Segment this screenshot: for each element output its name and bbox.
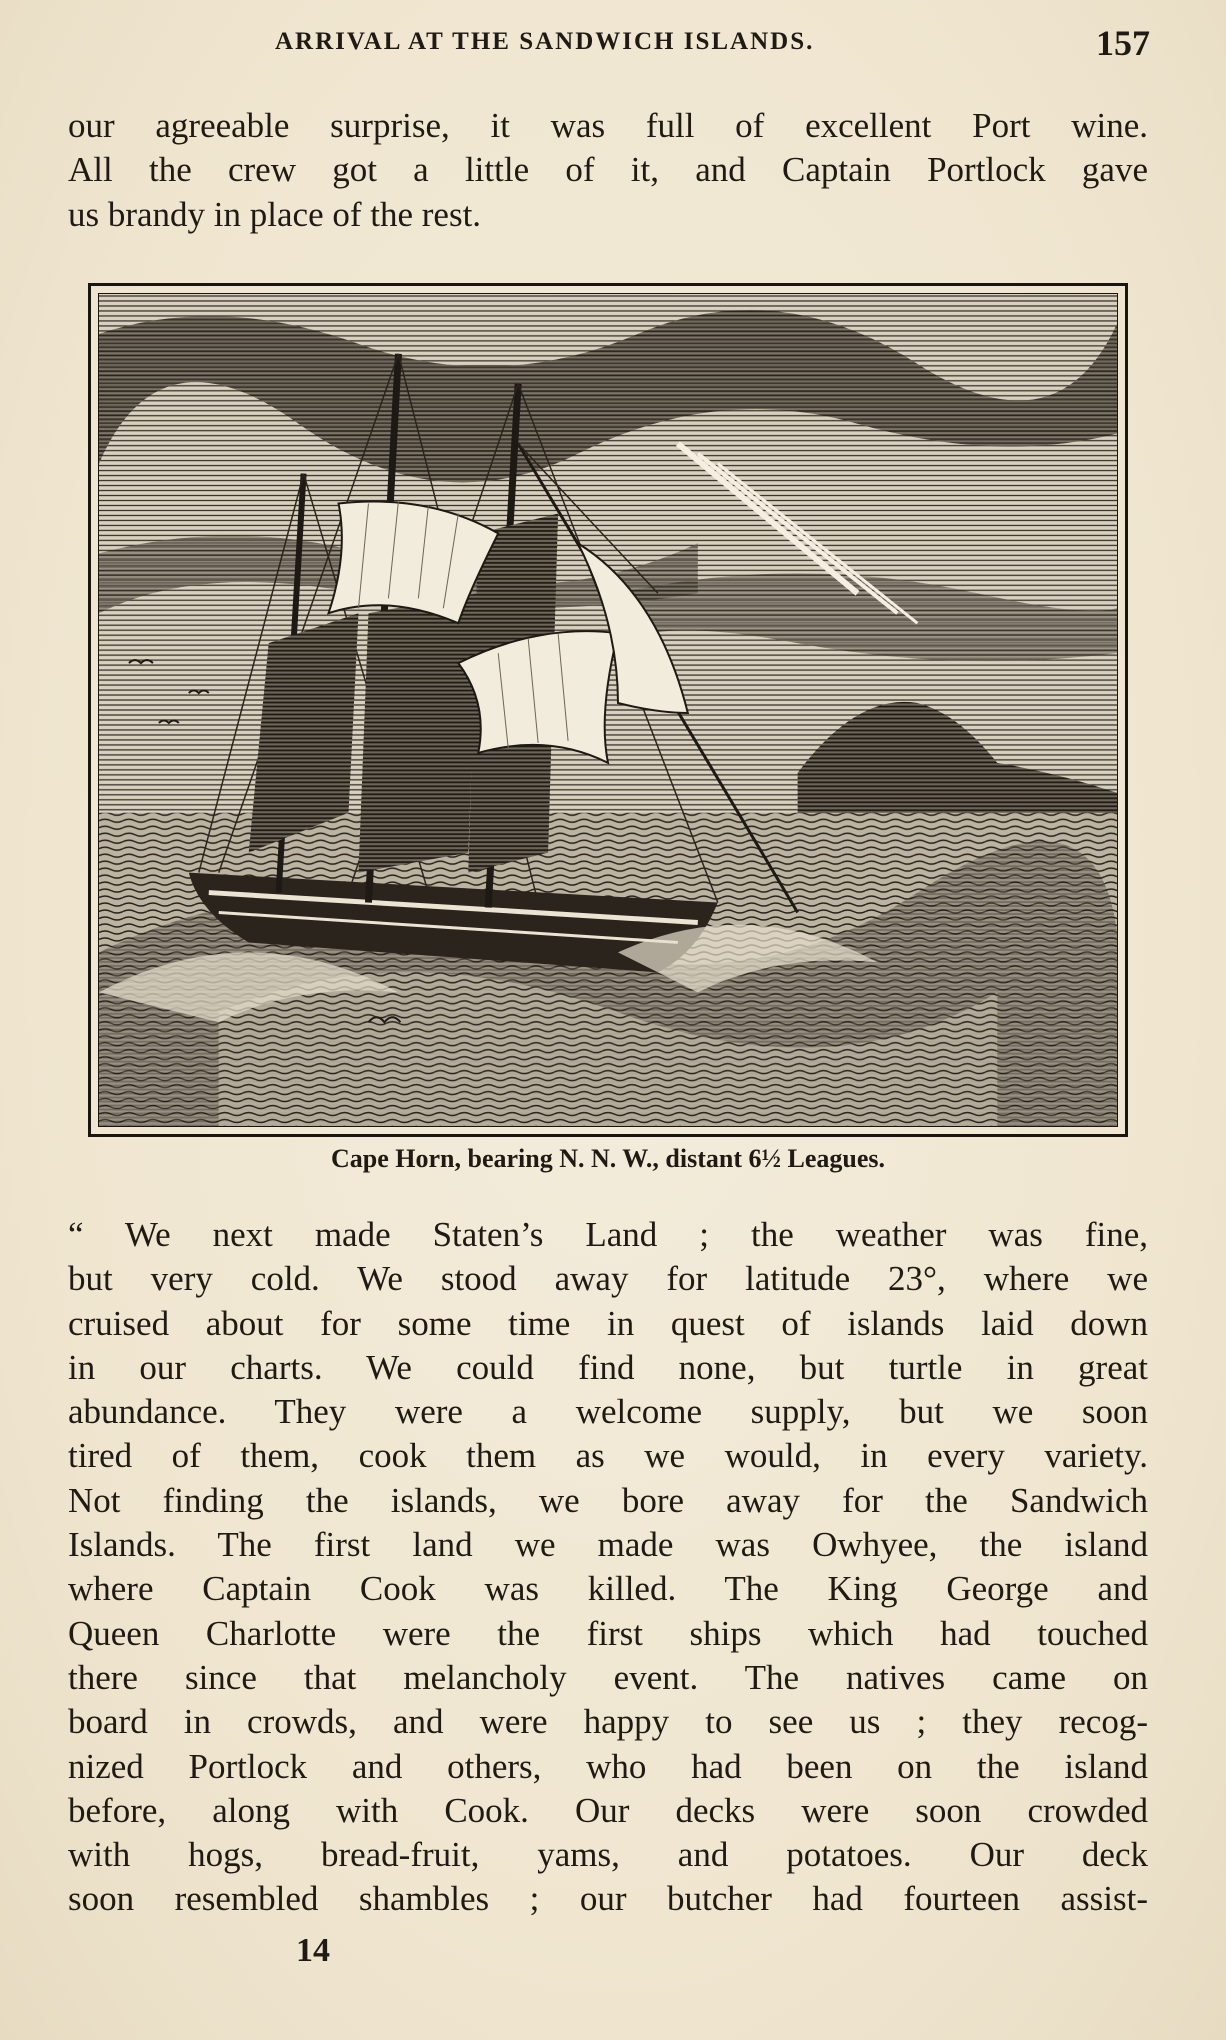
running-head: ARRIVAL AT THE SANDWICH ISLANDS. [275,28,815,55]
text-line: board in crowds, and were happy to see us ; they recog- [68,1702,1148,1742]
text-line: All the crew got a little of it, and Captain Portlock gave [68,150,1148,190]
text-line: before, along with Cook. Our decks were soon crowded [68,1790,1148,1830]
body-paragraph [68,1213,1148,1922]
text-line: Islands. The first land we made was Owhyee, the island [68,1525,1148,1565]
text-line: cruised about for some time in quest of islands laid down [68,1303,1148,1343]
text-line: there since that melancholy event. The natives came on [68,1657,1148,1697]
signature-mark: 14 [296,1932,330,1969]
text-line: soon resembled shambles ; our butcher had fourteen assist- [68,1879,1148,1919]
page-number: 157 [1096,23,1150,63]
text-line: but very cold. We stood away for latitude 23°, where we [68,1259,1148,1299]
text-line: Not finding the islands, we bore away for the Sandwich [68,1480,1148,1520]
text-line: Queen Charlotte were the first ships which had touched [68,1613,1148,1653]
text-line: tired of them, cook them as we would, in every variety. [68,1436,1148,1476]
text-line: nized Portlock and others, who had been on the island [68,1746,1148,1786]
text-line: us brandy in place of the rest. [68,194,482,234]
text-line: “ We next made Staten’s Land ; the weather was fine, [68,1215,1148,1254]
ship-engraving [99,294,1117,1126]
text-line: with hogs, bread-fruit, yams, and potatoes. Our deck [68,1835,1148,1875]
intro-paragraph [68,104,1148,237]
text-line: where Captain Cook was killed. The King George and [68,1569,1148,1609]
text-line: abundance. They were a welcome supply, but we soon [68,1392,1148,1432]
engraving-figure [88,283,1128,1137]
figure-caption: Cape Horn, bearing N. N. W., distant 6½ Leagues. [331,1144,885,1173]
text-line: our agreeable surprise, it was full of excellent Port wine. [68,106,1148,145]
page-header [70,22,1150,62]
text-line: in our charts. We could find none, but turtle in great [68,1347,1148,1387]
